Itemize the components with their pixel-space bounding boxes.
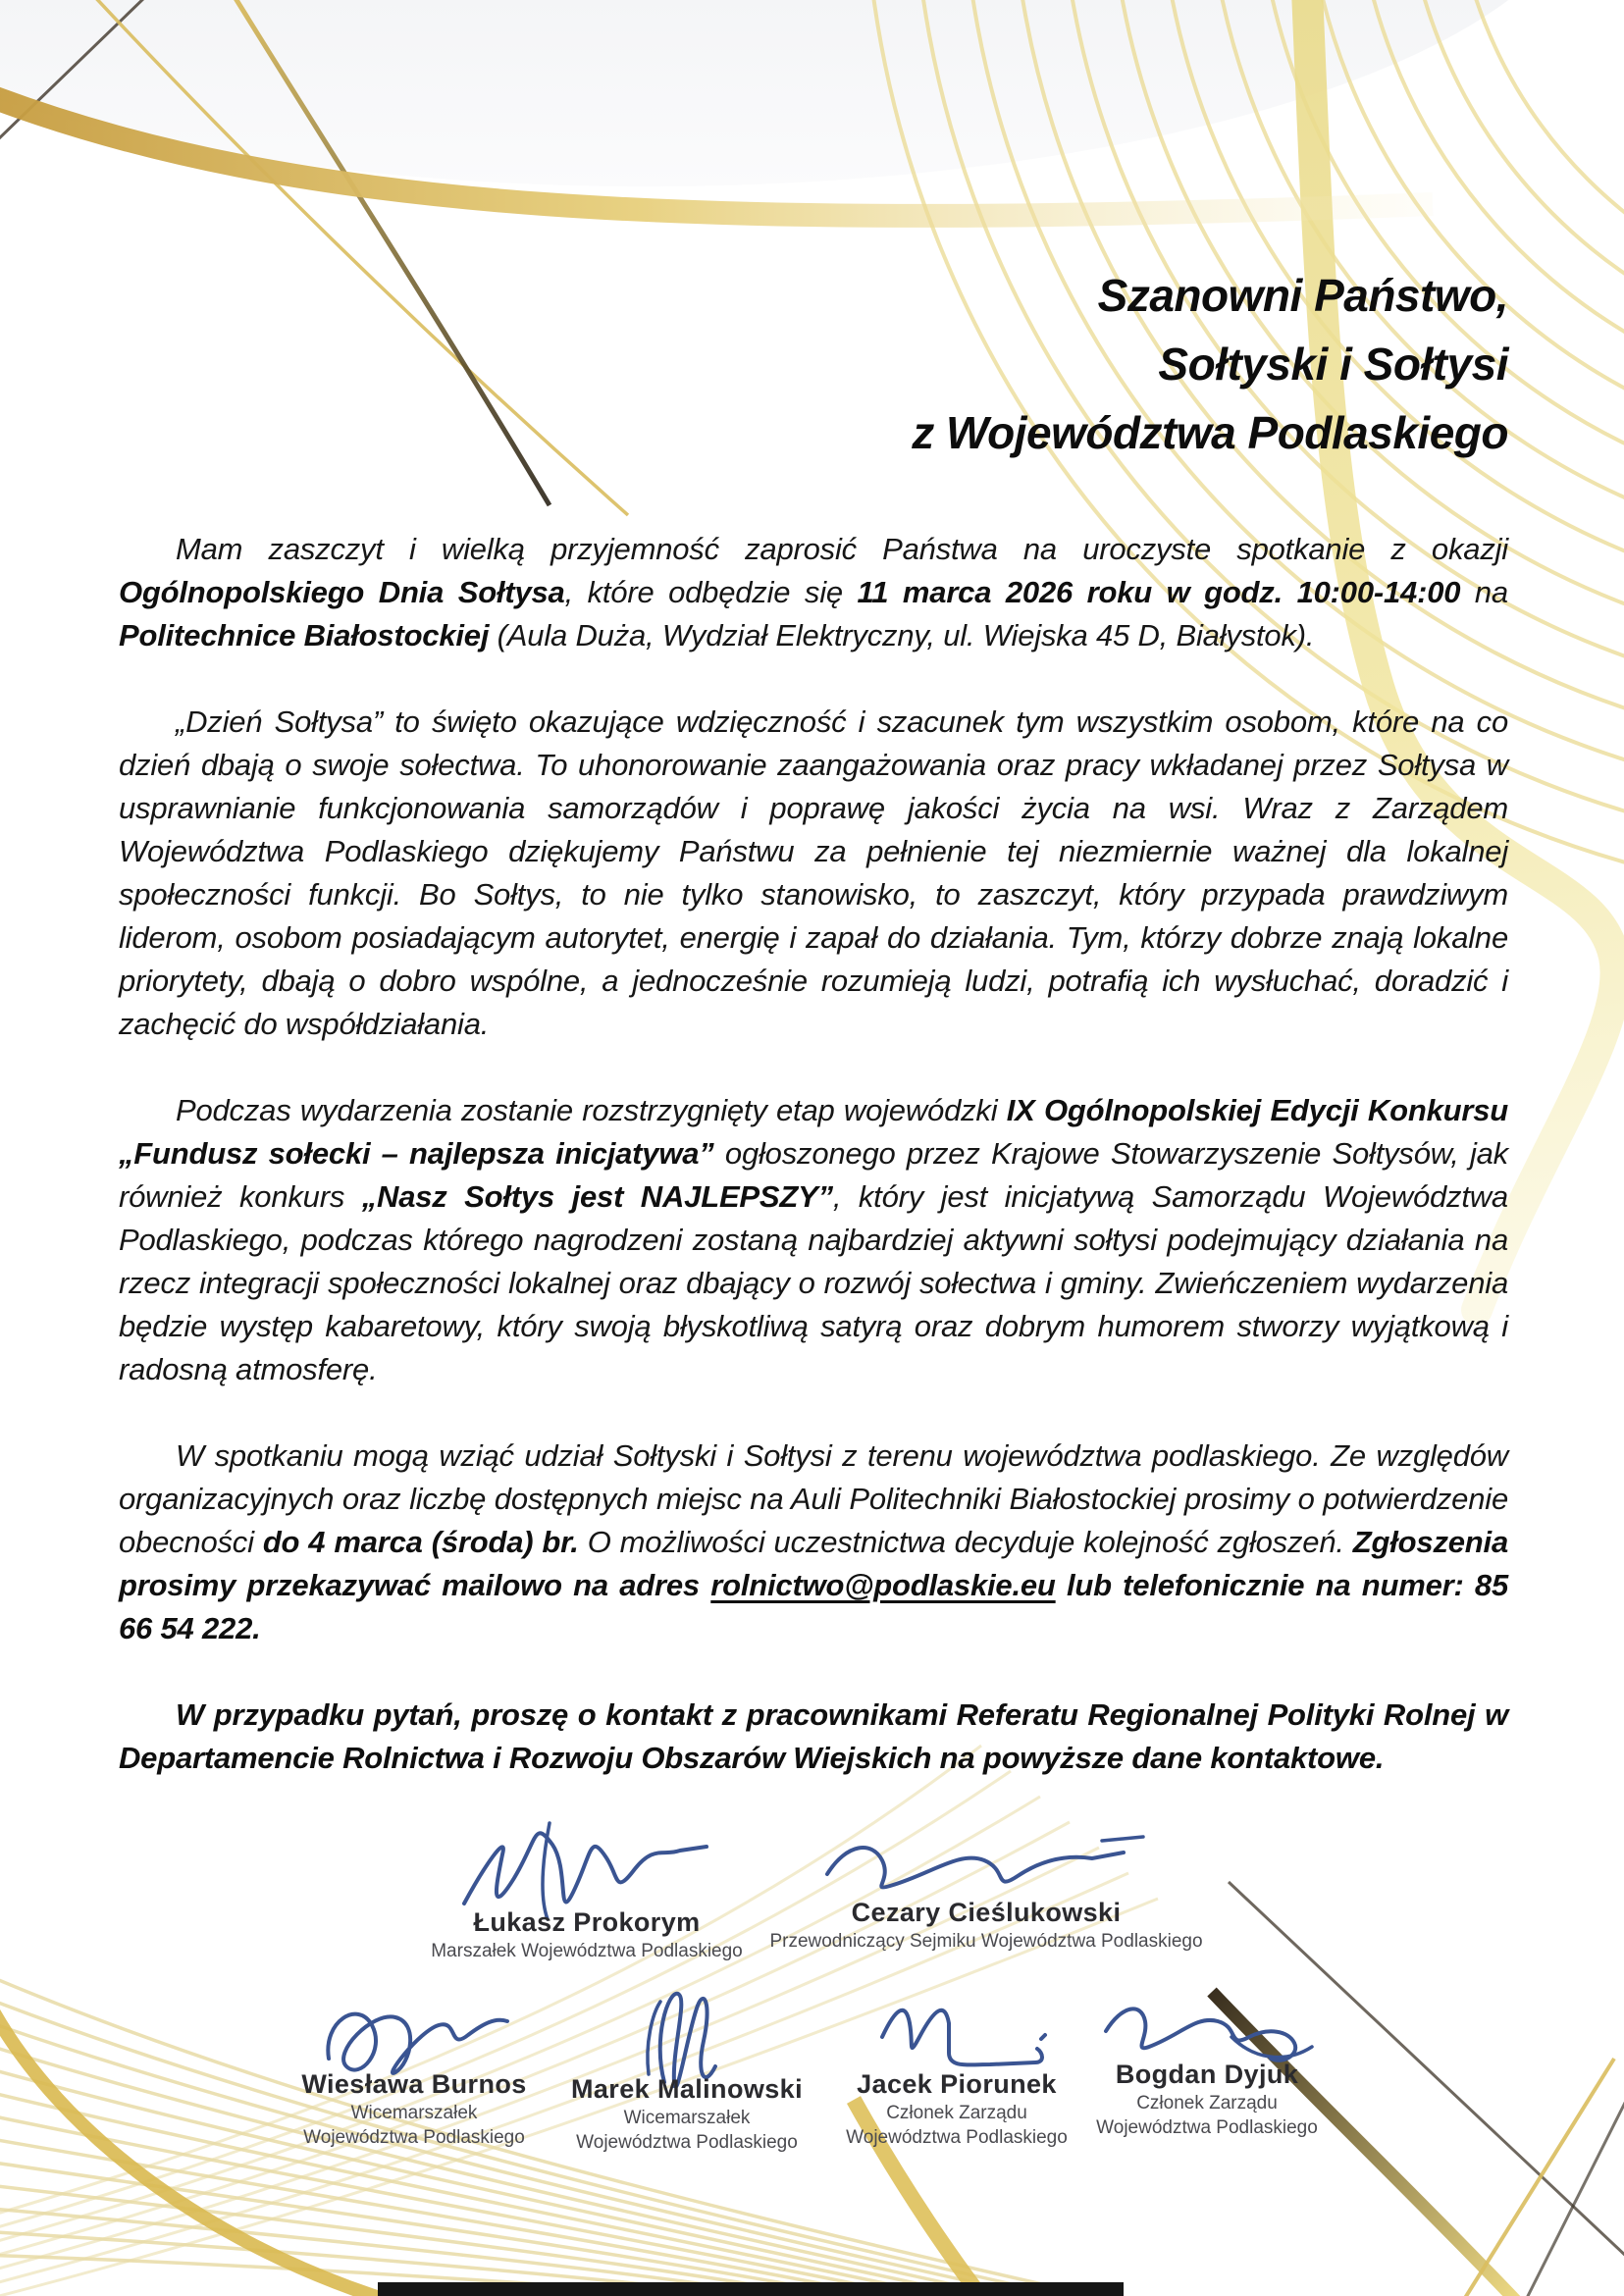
- email-link[interactable]: rolnictwo@podlaskie.eu: [710, 1568, 1056, 1602]
- rsvp-instruction-bold: Zgłoszenia prosimy przekazywać mailowo na adres: [119, 1525, 1508, 1602]
- paragraph-text: , które odbędzie się: [564, 575, 858, 609]
- letter-body: [119, 528, 1508, 1823]
- signatory-title: Członek Zarządu: [1136, 2093, 1278, 2113]
- paragraph-text: O możliwości uczestnictwa decyduje kolejność zgłoszeń.: [578, 1525, 1353, 1559]
- paragraph-text: „Dzień Sołtysa” to święto okazujące wdzięczność i szacunek tym wszystkim osobom, które na co dzień dbają o swoje sołectwa. To uhonorowanie zaangażowania oraz pracy wkładanej przez Sołtysa w usprawnianie funkcjonowania samorządów i poprawę jakości życia na wsi. Wraz z Zarządem Województwa Podlaskiego dziękujemy Państwu za pełnienie tej niezmiernie ważnej dla lokalnej społeczności funkcji. Bo Sołtys, to nie tylko stanowisko, to zaszczyt, który przypada prawdziwym liderom, osobom posiadającym autorytet, energię i zapał do działania. Tym, którzy dobrze znają lokalne priorytety, dbają o dobro wspólne, a jednocześnie rozumieją ludzi, potrafią ich wysłuchać, doradzić i zachęcić do współdziałania.: [119, 704, 1508, 1041]
- signatory-title: Województwa Podlaskiego: [1096, 2117, 1318, 2138]
- signature-block-cieslukowski: [707, 1813, 1266, 1954]
- signatory-title: Wicemarszałek: [350, 2103, 478, 2123]
- signatory-title: Wicemarszałek: [623, 2108, 751, 2128]
- phone-contact-bold: lub telefonicznie na numer: 85 66 54 222.: [119, 1568, 1509, 1645]
- registration-paragraph: [119, 1435, 1508, 1650]
- signatory-name: Cezary Cieślukowski: [851, 1898, 1122, 1927]
- signatory-title: Województwa Podlaskiego: [576, 2132, 798, 2153]
- signatory-title: Marszałek Województwa Podlaskiego: [431, 1941, 743, 1961]
- paragraph-text: W przypadku pytań, proszę o kontakt z pracownikami Referatu Regionalnej Polityki Rolnej w Departamencie Rolnictwa i Rozwoju Obszarów Wiejskich na powyższe dane kontaktowe.: [119, 1697, 1508, 1775]
- event-date-bold: 11 marca 2026 roku w godz. 10:00-14:00: [857, 575, 1461, 609]
- paragraph-text: , który jest inicjatywą Samorządu Województwa Podlaskiego, podczas którego nagrodzeni zostaną najbardziej aktywni sołtysi podejmujący działania na rzecz integracji społeczności lokalnej oraz dbający o rozwój sołectwa i gminy. Zwieńczeniem wydarzenia będzie występ kabaretowy, który swoją błyskotliwą satyrą oraz dobrym humorem stworzy wyjątkową i radosną atmosferę.: [119, 1179, 1508, 1386]
- gray-top-swoosh: [0, 0, 1590, 186]
- signatory-name: Jacek Piorunek: [857, 2069, 1057, 2099]
- paragraph-text: ogłoszonego przez Krajowe Stowarzyszenie Sołtysów, jak również konkurs: [119, 1136, 1508, 1214]
- paragraph-text: na: [1460, 575, 1508, 609]
- contest-paragraph: [119, 1089, 1508, 1391]
- paragraph-text: Mam zaszczyt i wielką przyjemność zaprosić Państwa na uroczyste spotkanie z okazji: [176, 532, 1508, 566]
- contest-name-2-bold: „Nasz Sołtys jest NAJLEPSZY”: [361, 1179, 833, 1214]
- signatory-title: Województwa Podlaskiego: [303, 2127, 525, 2148]
- about-soltys-day-paragraph: [119, 701, 1508, 1046]
- contest-name-bold: IX Ogólnopolskiej Edycji Konkursu „Fundusz sołecki – najlepsza inicjatywa”: [119, 1093, 1508, 1171]
- invitation-paragraph-1: [119, 528, 1508, 657]
- signatory-name: Wiesława Burnos: [301, 2069, 527, 2099]
- signature-block-malinowski: [530, 1980, 844, 2155]
- event-name-bold: Ogólnopolskiego Dnia Sołtysa: [119, 575, 565, 609]
- salutation-line: Sołtyski i Sołtysi: [1158, 339, 1508, 390]
- contact-info-paragraph: [119, 1694, 1508, 1780]
- paragraph-text: W spotkaniu mogą wziąć udział Sołtyski i Sołtysi z terenu województwa podlaskiego. Ze względów organizacyjnych oraz liczbę dostępnych miejsc na Auli Politechniki Białostockiej prosimy o potwierdzenie obecności: [119, 1438, 1508, 1559]
- signatory-title: Członek Zarządu: [886, 2103, 1027, 2123]
- signature-block-dyjuk: [1060, 1980, 1354, 2140]
- event-venue-bold: Politechnice Białostockiej: [119, 618, 490, 652]
- signature-block-burnos: [257, 1980, 571, 2150]
- rsvp-deadline-bold: do 4 marca (środa) br.: [262, 1525, 579, 1559]
- salutation-line: z Województwa Podlaskiego: [912, 407, 1508, 458]
- salutation-line: Szanowni Państwo,: [1097, 270, 1508, 321]
- salutation-heading: [912, 261, 1508, 467]
- signatory-name: Marek Malinowski: [571, 2074, 803, 2104]
- signatory-title: Województwa Podlaskiego: [846, 2127, 1068, 2148]
- paragraph-text: Podczas wydarzenia zostanie rozstrzygnięty etap wojewódzki: [176, 1093, 1007, 1127]
- venue-address: (Aula Duża, Wydział Elektryczny, ul. Wiejska 45 D, Białystok).: [489, 618, 1315, 652]
- signatory-name: Łukasz Prokorym: [473, 1907, 701, 1937]
- signatory-name: Bogdan Dyjuk: [1115, 2060, 1299, 2089]
- bottom-edge-dark-bar: [378, 2282, 1124, 2296]
- signatory-title: Przewodniczący Sejmiku Województwa Podlaskiego: [769, 1931, 1203, 1952]
